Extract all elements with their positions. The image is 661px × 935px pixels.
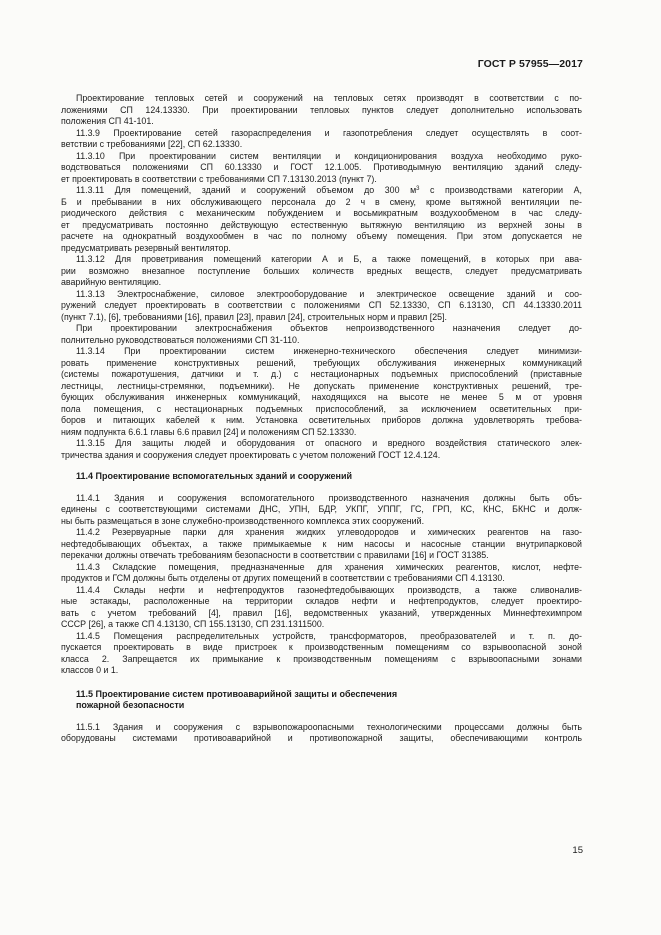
section-heading-11-5: 11.5 Проектирование систем противоаварийной защиты и обеспечения пожарной безопасности <box>76 688 398 710</box>
paragraph-11-3-15: 11.3.15 Для защиты людей и оборудования от опасного и вредного воздействия статического элек- тричества здания и сооружения следует проектировать с учетом положений ГОСТ 12.4.124. <box>61 438 582 460</box>
section-heading-11-4: 11.4 Проектирование вспомогательных зданий и сооружений <box>76 471 353 481</box>
paragraph-11-3-11: 11.3.11 Для помещений, зданий и сооружений объемом до 300 $м^3$ с производствами категории А, Б и пребывании в них обслуживающего персонала до 2 ч в смену, кроме вытяжной вентиляции пе- риодического действия с механическим побуждением и восьмикратным воздухообменом в час следу- ет предусматривать постоянно действующую естественную вытяжную вентиляцию из верхней зоны в расчете на однократный воздухообмен в час по полному объему помещения. При этом допускается не предусматривать резервный вентилятор. <box>61 185 582 253</box>
paragraph: Проектирование тепловых сетей и сооружений на тепловых сетях производят в соответствии с по- ложениями СП 124.13330. При проектировании тепловых пунктов следует дополнительно использовать положения СП 41-101. <box>61 93 582 126</box>
paragraph-11-3-9: 11.3.9 Проектирование сетей газораспределения и газопотребления следует осуществлять в соот- ветствии с требованиями [22], СП 62.13330. <box>61 127 582 149</box>
paragraph-11-4-1: 11.4.1 Здания и сооружения вспомогательного производственного назначения должны быть объ- единены с соответствующими системами ДНС, УПН, БДР, УКПГ, УППГ, ГС, ГРП, КС, КНС, БКНС и долж- ны быть размещаться в зоне служебно-производственного комплекса этих сооружений. <box>61 492 582 526</box>
paragraph-11-4-5: 11.4.5 Помещения распределительных устройств, трансформаторов, преобразователей и т. п. до- пускается проектировать в виде пристроек к производственным помещениям со взрывоопасной зоной класса 2. Запрещается их примыкание к производственным помещениям с взрывоопасными зонами классов 0 и 1. <box>61 630 582 675</box>
paragraph-11-5-1: 11.5.1 Здания и сооружения с взрывопожароопасными технологическими процессами должны быть оборудованы системами противоаварийной и противопожарной защиты, обеспечивающими контроль <box>61 721 582 743</box>
paragraph-11-3-14: 11.3.14 При проектировании систем инженерно-технического обеспечения следует минимизи- ровать применение конструктивных решений, требующих обслуживания инженерных коммуникаций (системы пожаротушения, датчики и т. д.) с нестационарных подъемных приспособлений (приставные лестницы, лестницы-стремянки, подъемники). Не допускать применение конструктивных решений, тре- бующих обслуживания инженерных коммуникаций, находящихся на высоте не менее 5 м от уровня пола помещения, с нестационарных подъемных приспособлений, за исключением осветительных при- боров и питающих кабелей к ним. Установка осветительных приборов должна удовлетворять требова- ниям подпункта 6.6.1 главы 6.6 правил [24] и положениям СП 52.13330. <box>61 346 582 437</box>
paragraph-11-4-2: 11.4.2 Резервуарные парки для хранения жидких углеводородов и химических реагентов на газо- нефтедобывающих объектах, а также примыкаемые к ним насосы и насосные станции внутрипарковой перекачки должны отвечать требованиям безопасности в соответствии с правилами [16] и ГОСТ 31385. <box>61 527 582 560</box>
page-number: 15 <box>572 845 583 856</box>
superscript: 3 <box>416 186 420 192</box>
paragraph-11-4-3: 11.4.3 Складские помещения, предназначенные для хранения химических реагентов, кислот, нефте- продуктов и ГСМ должны быть отделены от других помещений в соответствии с требованиями СП 4.13130. <box>61 561 582 583</box>
page-body <box>61 93 582 745</box>
paragraph-11-3-10: 11.3.10 При проектировании систем вентиляции и кондиционирования воздуха необходимо руко- водствоваться положениями СП 60.13330 и ГОСТ 12.1.005. Противодымную вентиляцию зданий следу- ет проектировать в соответствии с требованиями СП 7.13130.2013 (пункт 7). <box>61 150 582 184</box>
document-code: ГОСТ Р 57955—2017 <box>477 58 583 70</box>
paragraph-11-3-13: 11.3.13 Электроснабжение, силовое электрооборудование и электрическое освещение зданий и соо- ружений следует проектировать в соответствии с положениями СП 52.13330, СП 6.13130, СП 44.13330.2011 (пункт 7.1), [6], требованиями [16], правил [23], правил [24], строительных норм и правил [25]. <box>61 288 582 322</box>
paragraph: При проектировании электроснабжения объектов непроизводственного назначения следует до- полнительно руководствоваться положениями СП 31-110. <box>61 323 582 345</box>
paragraph-11-3-12: 11.3.12 Для проветривания помещений категории А и Б, а также помещений, в которых при ава- рии возможно внезапное поступление больших количеств вредных веществ, следует предусматривать аварийную вентиляцию. <box>61 254 582 287</box>
paragraph-11-4-4: 11.4.4 Склады нефти и нефтепродуктов газонефтедобывающих производств, а также сливоналив- ные эстакады, расположенные на территории складов нефти и нефтепродуктов, следует проектиро- вать с учетом требований [4], правил [16], ведомственных указаний, утвержденных Миннефтехимпром СССР [26], а также СП 4.13130, СП 155.13130, СП 231.1311500. <box>61 584 582 629</box>
